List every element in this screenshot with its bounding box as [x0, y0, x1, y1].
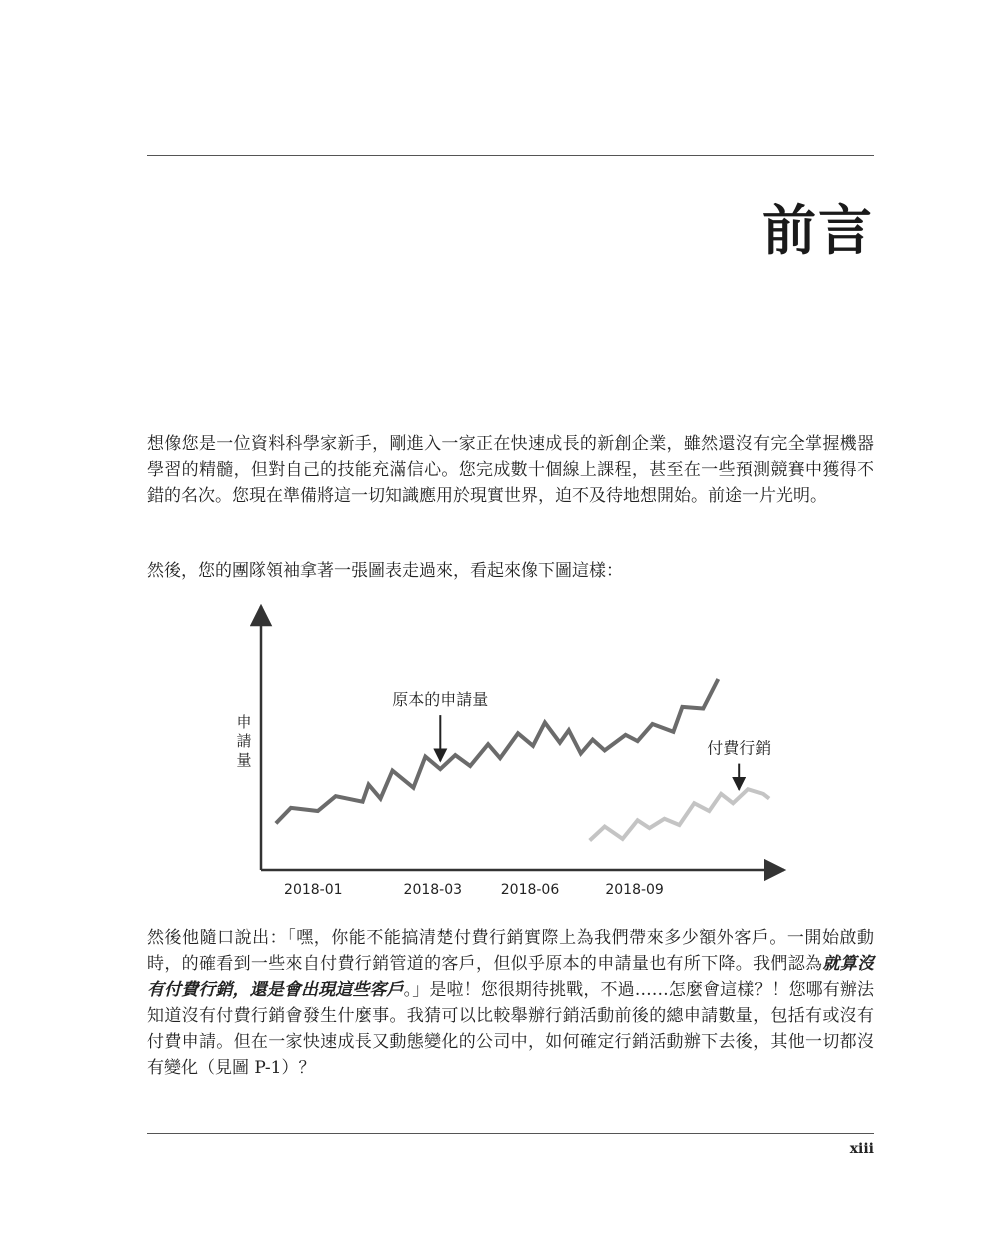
request-paragraph-start: 然後他隨口說出：「嘿，你能不能搞清楚付費行銷實際上為我們帶來多少額外客戶。一開始啟動時，的確看到一些來自付費行銷管道的客戶，但似乎原本的申請量也有所下降。我們認為 [147, 928, 874, 974]
top-rule [147, 155, 874, 156]
series-label-1: 原本的申請量 [392, 690, 489, 710]
applications-line-chart [200, 597, 800, 907]
page-number: xiii [849, 1141, 874, 1157]
series-line-1 [276, 679, 718, 823]
chart-lead-paragraph: 然後，您的團隊領袖拿著一張圖表走過來，看起來像下圖這樣： [147, 561, 623, 581]
x-tick-label-4: 2018-09 [605, 882, 664, 898]
y-axis-label: 申請量 [236, 713, 252, 769]
chapter-title: 前言 [762, 199, 874, 262]
series-line-2 [590, 789, 769, 840]
emphasized-quote: 就算沒有付費行銷，還是會出現這些客戶 [147, 954, 875, 1000]
intro-paragraph: 想像您是一位資料科學家新手，剛進入一家正在快速成長的新創企業，雖然還沒有完全掌握機器學習的精髓，但對自己的技能充滿信心。您完成數十個線上課程，甚至在一些預測競賽中獲得不錯的名次。您現在準備將這一切知識應用於現實世界，迫不及待地想開始。前途一片光明。 [147, 434, 874, 506]
bottom-rule [147, 1133, 874, 1134]
x-tick-label-2: 2018-03 [403, 882, 463, 898]
series-label-2: 付費行銷 [707, 738, 772, 758]
request-paragraph-end: 。」是啦！您很期待挑戰，不過……怎麼會這樣？！您哪有辦法知道沒有付費行銷會發生什麼事。我猜可以比較舉辦行銷活動前後的總申請數量，包括有或沒有付費申請。但在一家快速成長又動態變化的公司中，如何確定行銷活動辦下去後，其他一切都沒有變化（見圖 P-1）？ [147, 980, 875, 1078]
x-tick-label-3: 2018-06 [500, 882, 560, 898]
request-paragraph [147, 925, 874, 1081]
x-tick-label-1: 2018-01 [284, 882, 343, 898]
